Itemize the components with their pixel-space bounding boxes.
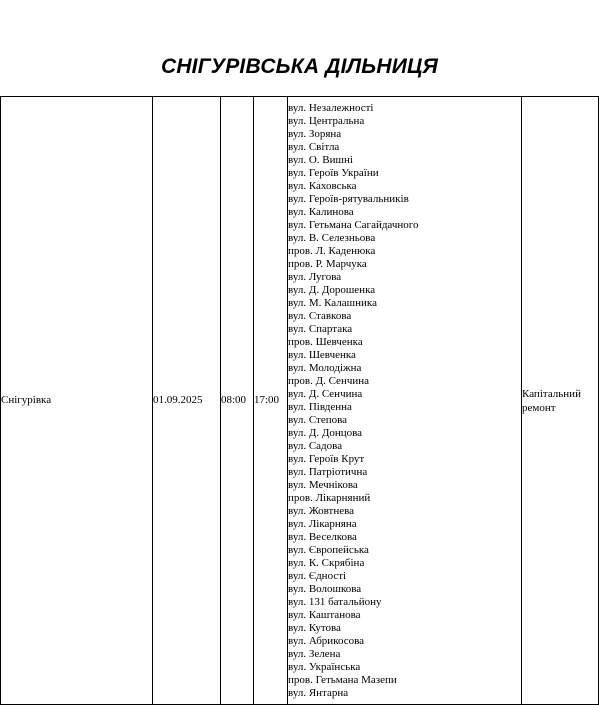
street-item: пров. Гетьмана Мазепи bbox=[288, 673, 397, 686]
end-time-cell: 17:00 bbox=[254, 97, 288, 705]
street-item: вул. Волошкова bbox=[288, 582, 362, 595]
street-item: вул. Героїв Крут bbox=[288, 452, 365, 465]
street-item: вул. М. Калашника bbox=[288, 296, 377, 309]
street-item: вул. Південна bbox=[288, 400, 352, 413]
table-row bbox=[1, 97, 599, 705]
street-item: вул. Центральна bbox=[288, 114, 365, 127]
street-item: пров. Р. Марчука bbox=[288, 257, 367, 270]
street-item: пров. Д. Сенчина bbox=[288, 374, 370, 387]
street-item: вул. Молодіжна bbox=[288, 361, 362, 374]
outage-schedule-table bbox=[0, 96, 599, 705]
street-item: вул. 131 батальйону bbox=[288, 595, 382, 608]
street-item: вул. Українська bbox=[288, 660, 361, 673]
street-item: вул. Спартака bbox=[288, 322, 353, 335]
street-item: пров. Л. Каденюка bbox=[288, 244, 376, 257]
street-item: вул. Лугова bbox=[288, 270, 342, 283]
street-item: вул. О. Вишні bbox=[288, 153, 353, 166]
street-item: вул. Європейська bbox=[288, 543, 369, 556]
street-item: вул. Ставкова bbox=[288, 309, 352, 322]
street-item: вул. К. Скрябіна bbox=[288, 556, 365, 569]
work-type-label: Капітальний ремонт bbox=[522, 387, 581, 414]
street-item: вул. Янтарна bbox=[288, 686, 349, 699]
street-item: вул. Шевченка bbox=[288, 348, 356, 361]
street-item: пров. Шевченка bbox=[288, 335, 363, 348]
work-type-cell bbox=[522, 97, 599, 705]
street-item: вул. Зелена bbox=[288, 647, 341, 660]
street-item: вул. Д. Дорошенка bbox=[288, 283, 376, 296]
street-item: вул. Незалежності bbox=[288, 101, 374, 114]
page-title: СНІГУРІВСЬКА ДІЛЬНИЦЯ bbox=[160, 55, 439, 78]
street-item: вул. Каштанова bbox=[288, 608, 361, 621]
street-item: вул. Садова bbox=[288, 439, 343, 452]
street-item: вул. Гетьмана Сагайдачного bbox=[288, 218, 419, 231]
street-item: вул. Героїв-рятувальників bbox=[288, 192, 409, 205]
street-list bbox=[288, 102, 521, 700]
street-item: вул. Лікарняна bbox=[288, 517, 357, 530]
street-item: вул. Патріотична bbox=[288, 465, 368, 478]
street-item: вул. В. Селезньова bbox=[288, 231, 376, 244]
settlement-cell: Снігурівка bbox=[1, 97, 153, 705]
street-item: вул. Степова bbox=[288, 413, 348, 426]
street-item: пров. Лікарняний bbox=[288, 491, 371, 504]
street-item: вул. Зоряна bbox=[288, 127, 342, 140]
street-item: вул. Світла bbox=[288, 140, 340, 153]
street-item: вул. Каховська bbox=[288, 179, 357, 192]
street-item: вул. Мечнікова bbox=[288, 478, 358, 491]
street-item: вул. Д. Донцова bbox=[288, 426, 363, 439]
street-item: вул. Веселкова bbox=[288, 530, 357, 543]
street-item: вул. Абрикосова bbox=[288, 634, 365, 647]
street-item: вул. Героїв України bbox=[288, 166, 379, 179]
date-cell: 01.09.2025 bbox=[153, 97, 221, 705]
streets-cell bbox=[288, 97, 522, 705]
start-time-cell: 08:00 bbox=[221, 97, 254, 705]
street-item: вул. Єдності bbox=[288, 569, 347, 582]
street-item: вул. Кутова bbox=[288, 621, 341, 634]
street-item: вул. Д. Сенчина bbox=[288, 387, 363, 400]
street-item: вул. Жовтнева bbox=[288, 504, 355, 517]
street-item: вул. Калинова bbox=[288, 205, 354, 218]
